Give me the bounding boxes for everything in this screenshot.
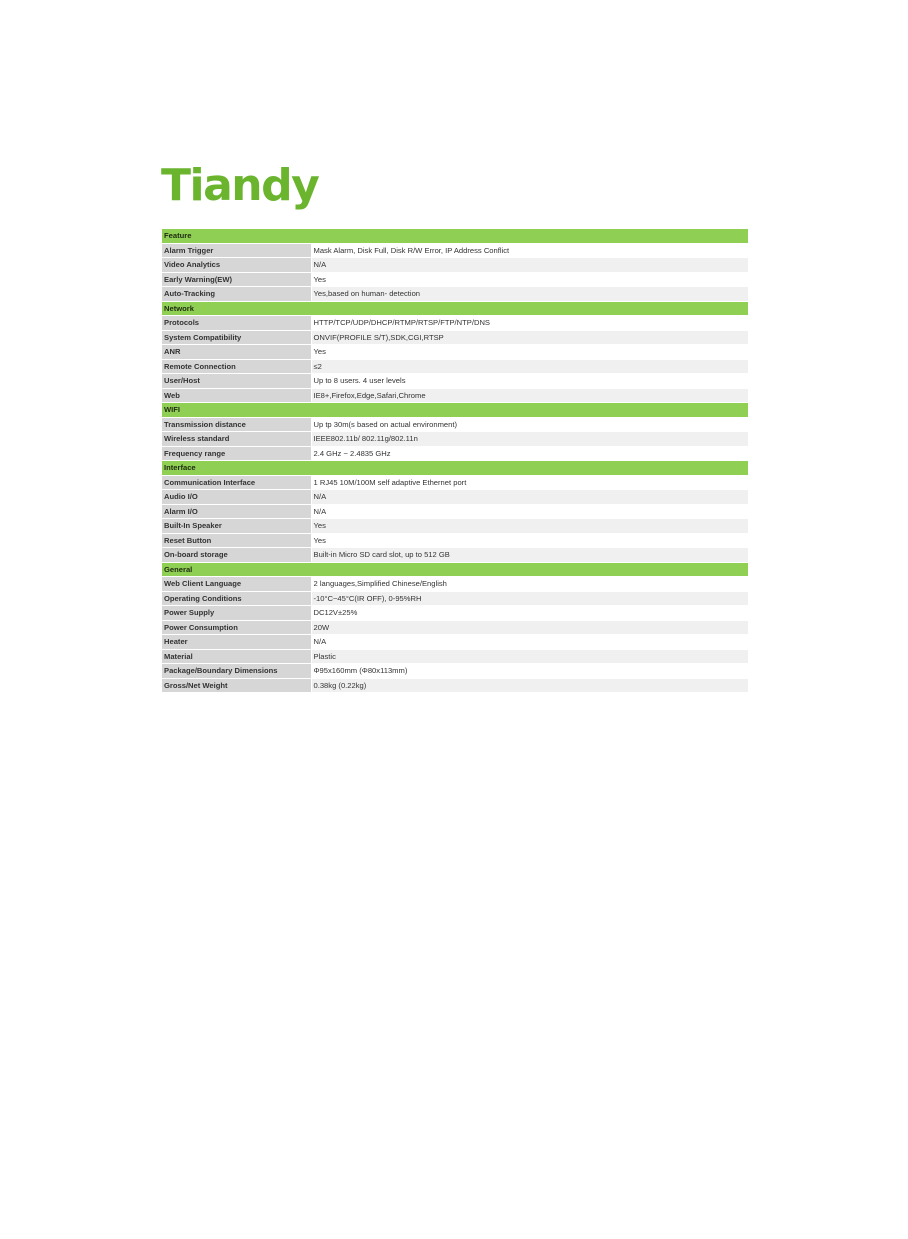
spec-table-body (162, 229, 748, 693)
spec-label: Power Supply (162, 606, 311, 621)
spec-row-alarm-trigger (162, 243, 748, 258)
spec-value: 2 languages,Simplified Chinese/English (311, 577, 748, 592)
spec-row-power-consumption (162, 620, 748, 635)
spec-label: Frequency range (162, 446, 311, 461)
spec-label: Built-In Speaker (162, 519, 311, 534)
spec-value: Yes (311, 533, 748, 548)
spec-label: Protocols (162, 316, 311, 331)
section-header-general (162, 562, 748, 577)
section-title: General (162, 562, 748, 577)
spec-value: Yes (311, 519, 748, 534)
spec-row-gross-net-weight (162, 678, 748, 693)
spec-label: System Compatibility (162, 330, 311, 345)
section-header-network (162, 301, 748, 316)
spec-value: N/A (311, 635, 748, 650)
brand-logo: Tiandy (161, 160, 319, 211)
spec-row-video-analytics (162, 258, 748, 273)
spec-value: Up to 8 users. 4 user levels (311, 374, 748, 389)
spec-label: Web Client Language (162, 577, 311, 592)
spec-row-power-supply (162, 606, 748, 621)
section-header-feature (162, 229, 748, 243)
spec-label: Operating Conditions (162, 591, 311, 606)
spec-label: Gross/Net Weight (162, 678, 311, 693)
spec-label: Transmission distance (162, 417, 311, 432)
spec-row-alarm-i-o (162, 504, 748, 519)
spec-row-wireless-standard (162, 432, 748, 447)
spec-label: Material (162, 649, 311, 664)
spec-row-built-in-speaker (162, 519, 748, 534)
spec-row-transmission-distance (162, 417, 748, 432)
spec-label: Early Warning(EW) (162, 272, 311, 287)
spec-row-on-board-storage (162, 548, 748, 563)
spec-label: On-board storage (162, 548, 311, 563)
spec-row-package-boundary-dimensions (162, 664, 748, 679)
spec-row-material (162, 649, 748, 664)
spec-label: Package/Boundary Dimensions (162, 664, 311, 679)
spec-label: Reset Button (162, 533, 311, 548)
section-title: WIFI (162, 403, 748, 418)
spec-row-auto-tracking (162, 287, 748, 302)
spec-label: Video Analytics (162, 258, 311, 273)
spec-label: Auto-Tracking (162, 287, 311, 302)
spec-row-audio-i-o (162, 490, 748, 505)
spec-label: Alarm I/O (162, 504, 311, 519)
spec-label: Alarm Trigger (162, 243, 311, 258)
spec-value: Plastic (311, 649, 748, 664)
spec-value: Φ95x160mm (Φ80x113mm) (311, 664, 748, 679)
spec-label: Web (162, 388, 311, 403)
spec-row-web-client-language (162, 577, 748, 592)
spec-value: 1 RJ45 10M/100M self adaptive Ethernet port (311, 475, 748, 490)
spec-row-anr (162, 345, 748, 360)
spec-value: Yes,based on human- detection (311, 287, 748, 302)
spec-value: ≤2 (311, 359, 748, 374)
spec-value: -10°C~45°C(IR OFF), 0-95%RH (311, 591, 748, 606)
spec-value: 20W (311, 620, 748, 635)
spec-value: DC12V±25% (311, 606, 748, 621)
spec-value: Up tp 30m(s based on actual environment) (311, 417, 748, 432)
spec-value: Mask Alarm, Disk Full, Disk R/W Error, IP Address Conflict (311, 243, 748, 258)
spec-label: Power Consumption (162, 620, 311, 635)
spec-value: ONVIF(PROFILE S/T),SDK,CGI,RTSP (311, 330, 748, 345)
spec-row-frequency-range (162, 446, 748, 461)
spec-label: Communication Interface (162, 475, 311, 490)
spec-label: Remote Connection (162, 359, 311, 374)
section-title: Feature (162, 229, 748, 243)
spec-row-operating-conditions (162, 591, 748, 606)
spec-value: IE8+,Firefox,Edge,Safari,Chrome (311, 388, 748, 403)
spec-row-user-host (162, 374, 748, 389)
spec-value: Yes (311, 345, 748, 360)
section-header-wifi (162, 403, 748, 418)
section-title: Network (162, 301, 748, 316)
spec-value: N/A (311, 258, 748, 273)
spec-value: N/A (311, 504, 748, 519)
spec-value: Yes (311, 272, 748, 287)
spec-value: 0.38kg (0.22kg) (311, 678, 748, 693)
spec-value: HTTP/TCP/UDP/DHCP/RTMP/RTSP/FTP/NTP/DNS (311, 316, 748, 331)
spec-row-early-warning-ew (162, 272, 748, 287)
spec-value: IEEE802.11b/ 802.11g/802.11n (311, 432, 748, 447)
spec-row-heater (162, 635, 748, 650)
section-header-interface (162, 461, 748, 476)
spec-value: N/A (311, 490, 748, 505)
spec-row-reset-button (162, 533, 748, 548)
spec-row-web (162, 388, 748, 403)
spec-label: User/Host (162, 374, 311, 389)
spec-value: Built-in Micro SD card slot, up to 512 GB (311, 548, 748, 563)
spec-row-remote-connection (162, 359, 748, 374)
spec-table (162, 229, 748, 693)
spec-row-protocols (162, 316, 748, 331)
spec-label: Audio I/O (162, 490, 311, 505)
spec-label: Heater (162, 635, 311, 650)
spec-label: ANR (162, 345, 311, 360)
spec-label: Wireless standard (162, 432, 311, 447)
spec-row-communication-interface (162, 475, 748, 490)
spec-value: 2.4 GHz ~ 2.4835 GHz (311, 446, 748, 461)
section-title: Interface (162, 461, 748, 476)
spec-row-system-compatibility (162, 330, 748, 345)
